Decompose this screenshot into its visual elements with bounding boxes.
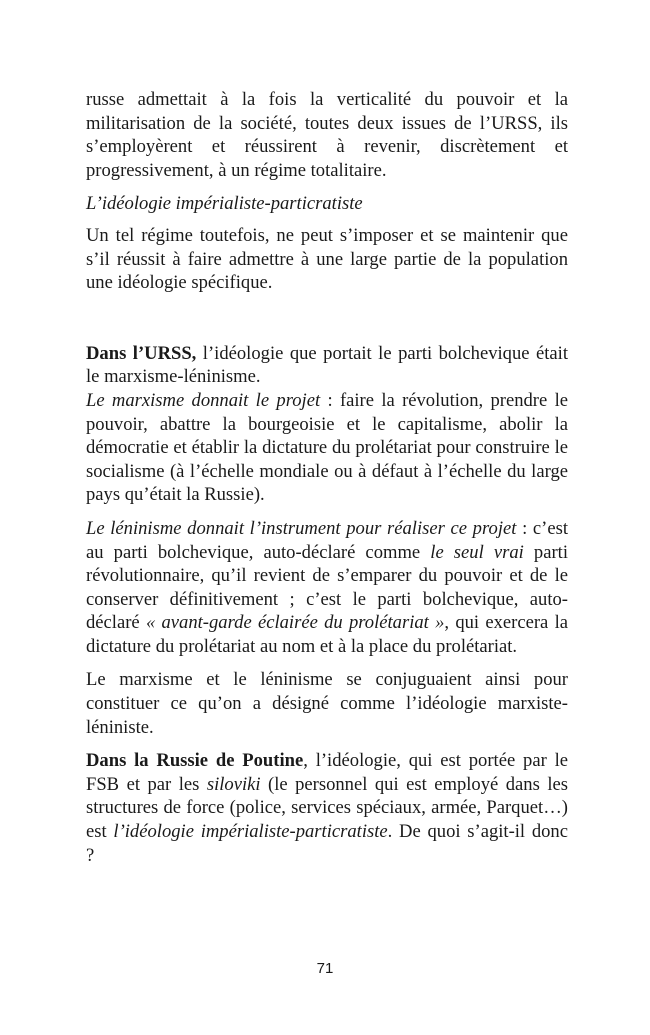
paragraph-7-text-3: . De quoi s’agit-il donc ? (86, 821, 568, 866)
paragraph-3-text: l’idéologie que portait le parti bolchevique était le marxisme-léninisme. (86, 342, 568, 388)
paragraph-5-text-2: parti révolutionnaire, qu’il revient de s’emparer du pouvoir et de le conserver définitivement ; c’est le parti bolchevique, auto-déclaré (86, 541, 569, 634)
section-heading: L’idéologie impérialiste-particratiste (86, 193, 363, 215)
paragraph-2: Un tel régime toutefois, ne peut s’imposer et se maintenir que s’il réussit à faire admettre à une large partie de la population une idéologie spécifique. (86, 224, 568, 294)
paragraph-7-bold: Dans la Russie de Poutine (86, 750, 304, 772)
paragraph-4-italic: Le marxisme donnait le projet (86, 389, 321, 411)
paragraph-4 (86, 389, 568, 507)
paragraph-7-italic-2: l’idéologie impérialiste-particratiste (113, 821, 388, 843)
paragraph-7-text-2: (le personnel qui est employé dans les structures de force (police, services spéciaux, armée, Parquet…) est (86, 773, 568, 843)
paragraph-5-text-1: : c’est au parti bolchevique, auto-déclaré comme (86, 517, 568, 563)
paragraph-6: Le marxisme et le léninisme se conjuguaient ainsi pour constituer ce qu’on a désigné comme l’idéologie marxiste-léniniste. (86, 669, 568, 738)
paragraph-5-text-3: , qui exercera la dictature du prolétariat au nom et à la place du prolétariat. (86, 612, 568, 657)
paragraph-4-text: : faire la révolution, prendre le pouvoir, abattre la bourgeoisie et le capitalisme, abolir la démocratie et établir la dictature du prolétariat pour construire le socialisme (à l’échelle mondiale ou à défaut à l’échelle du large pays qu’était la Russie). (86, 389, 568, 506)
page-body (86, 88, 568, 867)
paragraph-1: russe admettait à la fois la verticalité du pouvoir et la militarisation de la société, toutes deux issues de l’URSS, ils s’employèrent et réussirent à revenir, discrètement et progressivement, à un régime totalitaire. (86, 89, 568, 181)
paragraph-5 (86, 517, 568, 659)
page-number: 71 (316, 960, 334, 977)
paragraph-7-text-1: , l’idéologie, qui est portée par le FSB et par les (86, 750, 568, 795)
paragraph-7 (86, 749, 568, 867)
paragraph-5-italic-2: le seul vrai (430, 541, 524, 563)
paragraph-3-bold: Dans l’URSS, (86, 342, 197, 364)
paragraph-5-italic-1: Le léninisme donnait l’instrument pour réaliser ce projet (86, 517, 517, 539)
paragraph-7-italic-1: siloviki (206, 773, 261, 795)
paragraph-3 (86, 342, 568, 389)
paragraph-5-italic-3: « avant-garde éclairée du prolétariat » (145, 612, 445, 634)
